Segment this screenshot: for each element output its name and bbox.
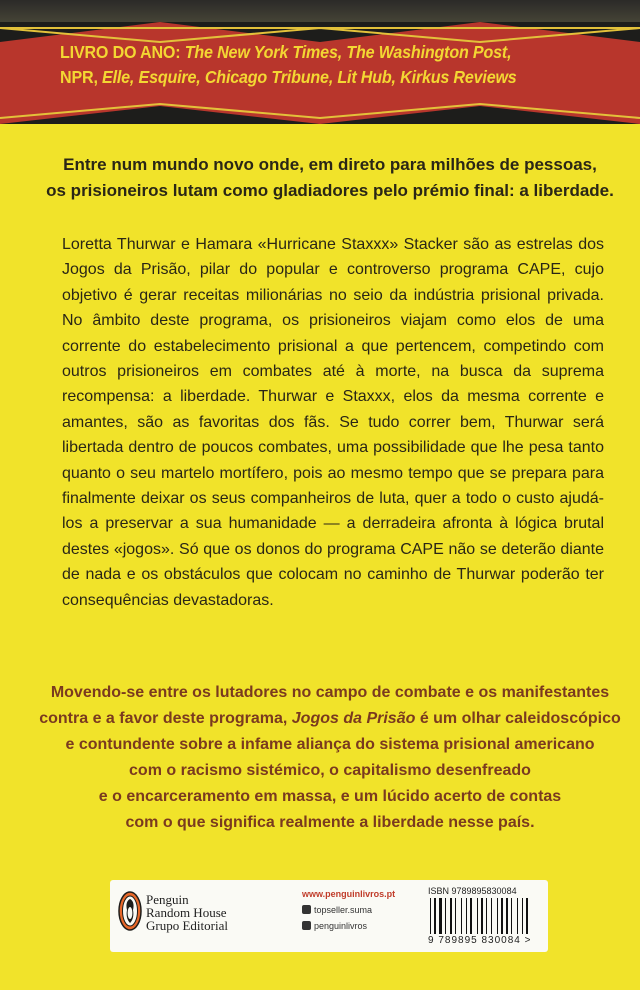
- closing-line-2a: contra e a favor deste programa,: [39, 710, 288, 727]
- penguin-logo-icon: [118, 890, 142, 932]
- publisher-footer: [110, 880, 548, 952]
- intro-line-1: Entre num mundo novo onde, em direto para milhões de pessoas,: [63, 155, 597, 174]
- intro-line-2: os prisioneiros lutam como gladiadores pelo prémio final: a liberdade.: [46, 181, 614, 200]
- closing-line-1: Movendo-se entre os lutadores no campo de combate e os manifestantes: [50, 684, 610, 701]
- banner-text: [60, 40, 575, 90]
- closing-line-4: com o racismo sistémico, o capitalismo desenfreado: [129, 762, 531, 779]
- closing-line-6: com o que significa realmente a liberdade nesse país.: [125, 814, 535, 831]
- closing-line-3: e contundente sobre a infame aliança do sistema prisional americano: [65, 736, 595, 753]
- publisher-line-1: Penguin: [146, 892, 189, 907]
- tiktok-handle: penguinlivros: [314, 921, 368, 931]
- intro-tagline: [40, 152, 620, 204]
- banner-outlets-1: The New York Times, The Washington Post,: [184, 42, 512, 62]
- banner-outlets-2: Elle, Esquire, Chicago Tribune, Lit Hub, Kirkus Reviews: [102, 67, 517, 87]
- publisher-line-2: Random House: [146, 905, 227, 920]
- barcode: [428, 898, 538, 934]
- publisher-line-3: Grupo Editorial: [146, 918, 228, 933]
- awards-banner: [0, 22, 640, 124]
- barcode-digits: 9 789895 830084 >: [428, 935, 532, 946]
- tiktok-icon: [302, 921, 311, 930]
- synopsis-paragraph: Loretta Thurwar e Hamara «Hurricane Staxxx» Stacker são as estrelas dos Jogos da Prisão, pilar do popular e controverso programa CAPE, cujo objetivo é gerar receitas milionárias no seio da indústria prisional privada. No âmbito deste programa, os prisioneiros viajam como elos de uma corrente do estabelecimento prisional a que pertencem, competindo com outros prisioneiros em combates até à morte, na busca da suprema recompensa: a liberdade. Thurwar e Staxxx, elos da mesma corrente e amantes, são as favoritas dos fãs. Se tudo correr bem, Thurwar será libertada dentro de poucos combates, uma possibilidade que lhe pesa tanto quanto o seu martelo mortífero, pois ao mesmo tempo que se prepara para finalmente deixar os seus companheiros de luta, quer a todo o custo ajudá-los a preservar a sua humanidade — a derradeira afronta à lógica brutal destes «jogos». Só que os donos do programa CAPE não se deterão diante de nada e os obstáculos que colocam no caminho de Thurwar poderão ter consequências devastadoras.: [62, 236, 604, 609]
- book-title: Jogos da Prisão: [291, 710, 416, 727]
- banner-label: LIVRO DO ANO:: [60, 42, 181, 62]
- closing-paragraph: [30, 680, 630, 836]
- publisher-website: www.penguinlivros.pt: [302, 889, 396, 899]
- closing-line-5: e o encarceramento em massa, e um lúcido acerto de contas: [98, 788, 562, 805]
- publisher-name: [146, 893, 276, 932]
- instagram-icon: [302, 905, 311, 914]
- publisher-contacts: [302, 886, 395, 934]
- isbn-label: ISBN 9789895830084: [428, 886, 517, 896]
- closing-line-2b: é um olhar caleidoscópico: [419, 710, 621, 727]
- banner-outlet-npr: NPR,: [60, 67, 98, 87]
- instagram-handle: topseller.suma: [314, 905, 373, 915]
